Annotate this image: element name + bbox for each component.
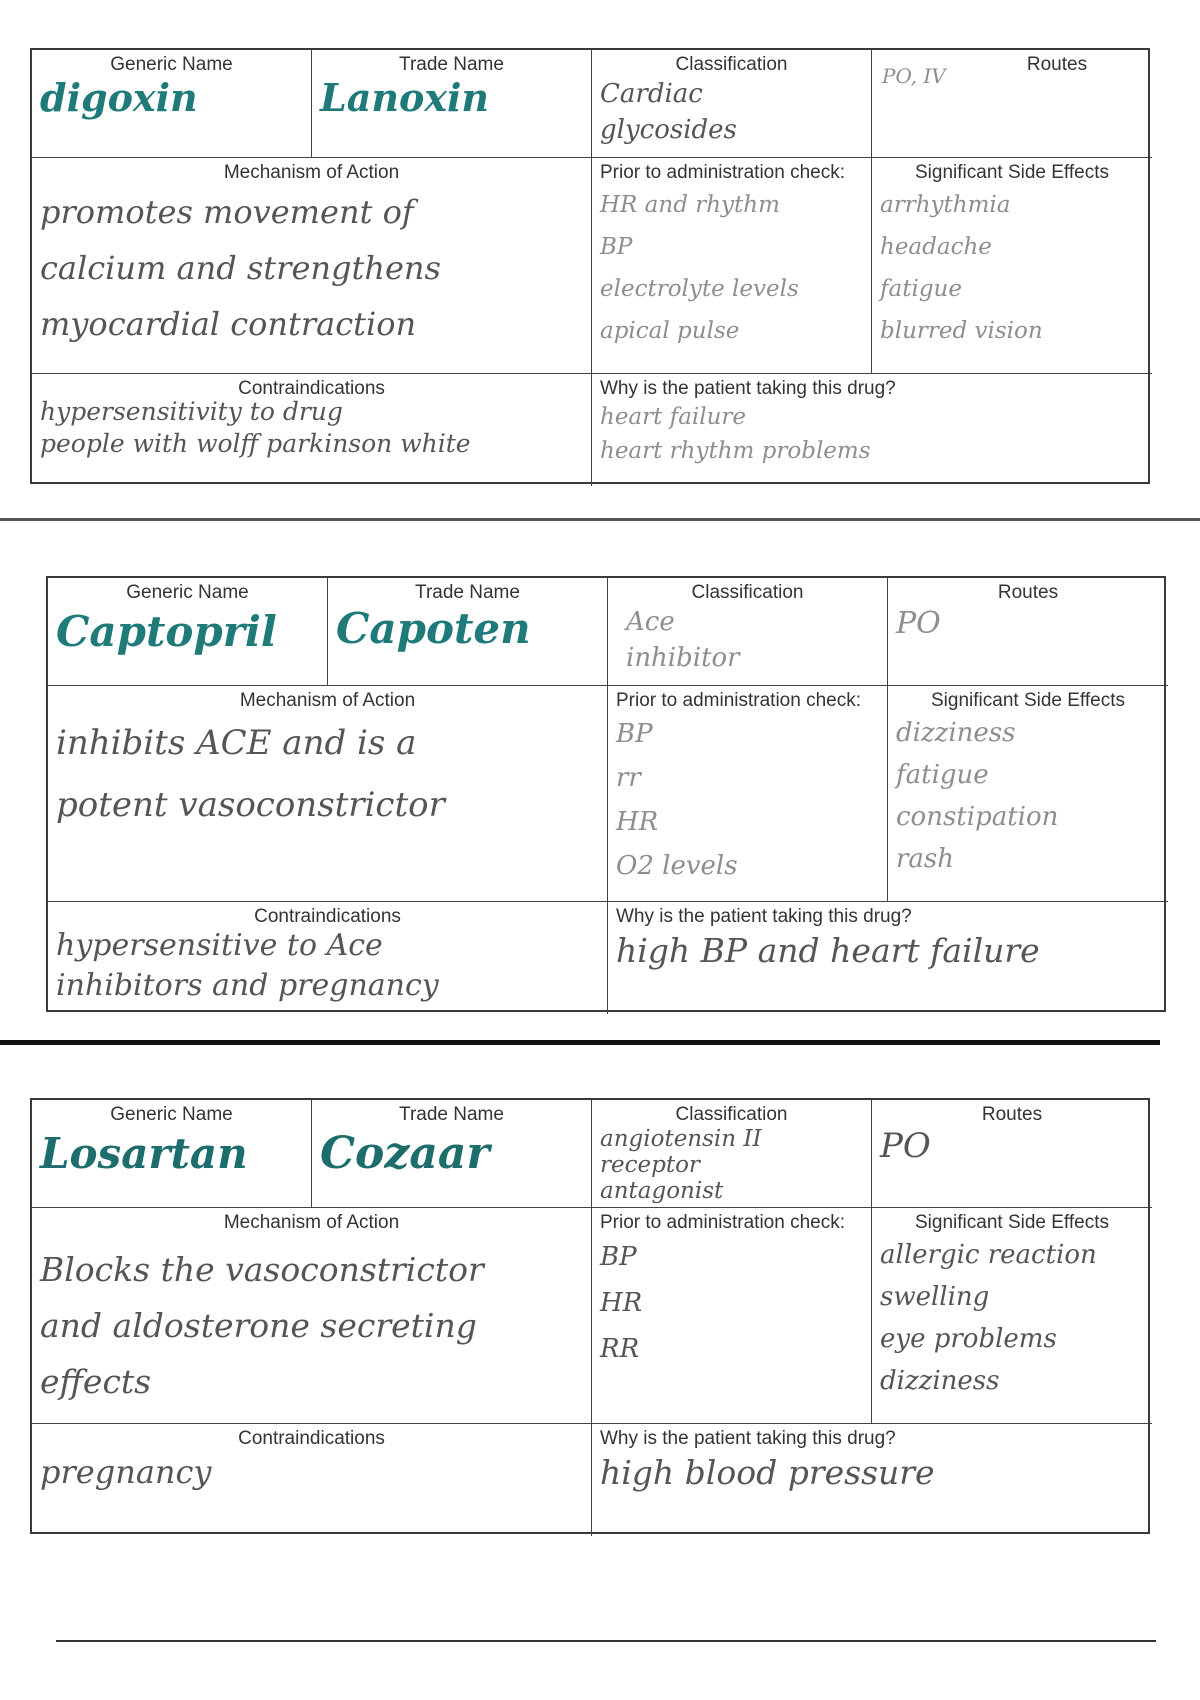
why-cell xyxy=(592,1424,1152,1536)
generic-name-value: Captopril xyxy=(56,607,277,656)
classification-label: Classification xyxy=(675,54,788,75)
trade-name-value: Cozaar xyxy=(320,1128,490,1179)
generic-name-label: Generic Name xyxy=(110,1104,233,1125)
prior-check-cell xyxy=(592,158,872,374)
classification-label: Classification xyxy=(675,1104,788,1125)
classification-value: Ace inhibitor xyxy=(626,607,740,673)
side-effects-label: Significant Side Effects xyxy=(915,162,1109,183)
why-value: high blood pressure xyxy=(600,1453,935,1492)
contraindications-label: Contraindications xyxy=(238,378,385,399)
side-effects-value: arrhythmia headache fatigue blurred vision xyxy=(880,192,1043,344)
classification-cell xyxy=(592,1100,872,1208)
trade-name-cell xyxy=(328,578,608,686)
drug-card-digoxin xyxy=(30,48,1150,484)
contraindications-value: pregnancy xyxy=(40,1453,212,1491)
why-value: high BP and heart failure xyxy=(616,931,1040,970)
prior-check-cell xyxy=(608,686,888,902)
classification-label: Classification xyxy=(691,582,804,603)
mechanism-cell xyxy=(48,686,608,902)
generic-name-label: Generic Name xyxy=(126,582,249,603)
why-label: Why is the patient taking this drug? xyxy=(616,906,912,927)
contraindications-cell xyxy=(48,902,608,1014)
prior-check-label: Prior to administration check: xyxy=(600,162,845,183)
trade-name-cell xyxy=(312,50,592,158)
side-effects-cell xyxy=(872,158,1152,374)
trade-name-label: Trade Name xyxy=(399,54,504,75)
mechanism-label: Mechanism of Action xyxy=(239,690,416,711)
drug-card-captopril xyxy=(46,576,1166,1012)
contraindications-label: Contraindications xyxy=(238,1428,385,1449)
routes-value: PO xyxy=(880,1126,931,1166)
classification-value: Cardiac glycosides xyxy=(600,79,737,145)
classification-cell xyxy=(592,50,872,158)
trade-name-label: Trade Name xyxy=(415,582,520,603)
mechanism-cell xyxy=(32,1208,592,1424)
routes-label: Routes xyxy=(997,582,1059,603)
trade-name-value: Capoten xyxy=(336,604,531,653)
prior-check-value: HR and rhythm BP electrolyte levels apical pulse xyxy=(600,192,799,344)
generic-name-cell xyxy=(32,1100,312,1208)
classification-value: angiotensin II receptor antagonist xyxy=(600,1126,762,1204)
contraindications-cell xyxy=(32,1424,592,1536)
why-label: Why is the patient taking this drug? xyxy=(600,378,896,399)
routes-cell xyxy=(888,578,1168,686)
prior-check-label: Prior to administration check: xyxy=(600,1212,845,1233)
contraindications-value: hypersensitive to Ace inhibitors and pregnancy xyxy=(56,928,439,1003)
why-label: Why is the patient taking this drug? xyxy=(600,1428,896,1449)
mechanism-cell xyxy=(32,158,592,374)
why-cell xyxy=(592,374,1152,486)
mechanism-value: Blocks the vasoconstrictor and aldosterone secreting effects xyxy=(40,1250,484,1401)
routes-cell xyxy=(872,1100,1152,1208)
generic-name-cell xyxy=(48,578,328,686)
contraindications-value: hypersensitivity to drug people with wolff parkinson white xyxy=(40,397,471,458)
trade-name-label: Trade Name xyxy=(399,1104,504,1125)
generic-name-cell xyxy=(32,50,312,158)
routes-value: PO, IV xyxy=(882,64,946,88)
generic-name-value: digoxin xyxy=(40,75,198,120)
routes-cell xyxy=(872,50,1152,158)
why-value: heart failure heart rhythm problems xyxy=(600,404,871,464)
side-effects-cell xyxy=(872,1208,1152,1424)
side-effects-value: allergic reaction swelling eye problems dizziness xyxy=(880,1240,1097,1396)
side-effects-label: Significant Side Effects xyxy=(931,690,1125,711)
mechanism-value: inhibits ACE and is a potent vasoconstrictor xyxy=(56,723,445,825)
card-separator-2 xyxy=(0,1040,1160,1045)
drug-card-losartan xyxy=(30,1098,1150,1534)
contraindications-cell xyxy=(32,374,592,486)
prior-check-value: BP HR RR xyxy=(600,1242,643,1364)
prior-check-label: Prior to administration check: xyxy=(616,690,861,711)
side-effects-cell xyxy=(888,686,1168,902)
prior-check-cell xyxy=(592,1208,872,1424)
generic-name-label: Generic Name xyxy=(110,54,233,75)
routes-label: Routes xyxy=(1026,54,1088,75)
bottom-rule xyxy=(56,1640,1156,1642)
routes-label: Routes xyxy=(981,1104,1043,1125)
classification-cell xyxy=(608,578,888,686)
mechanism-label: Mechanism of Action xyxy=(223,162,400,183)
why-cell xyxy=(608,902,1168,1014)
routes-value: PO xyxy=(896,606,941,641)
card-separator-1 xyxy=(0,518,1200,521)
side-effects-value: dizziness fatigue constipation rash xyxy=(896,718,1059,874)
mechanism-label: Mechanism of Action xyxy=(223,1212,400,1233)
generic-name-value: Losartan xyxy=(40,1129,248,1178)
side-effects-label: Significant Side Effects xyxy=(915,1212,1109,1233)
prior-check-value: BP rr HR O2 levels xyxy=(616,719,738,881)
mechanism-value: promotes movement of calcium and strengthens myocardial contraction xyxy=(40,193,441,343)
trade-name-cell xyxy=(312,1100,592,1208)
trade-name-value: Lanoxin xyxy=(320,75,490,120)
contraindications-label: Contraindications xyxy=(254,906,401,927)
